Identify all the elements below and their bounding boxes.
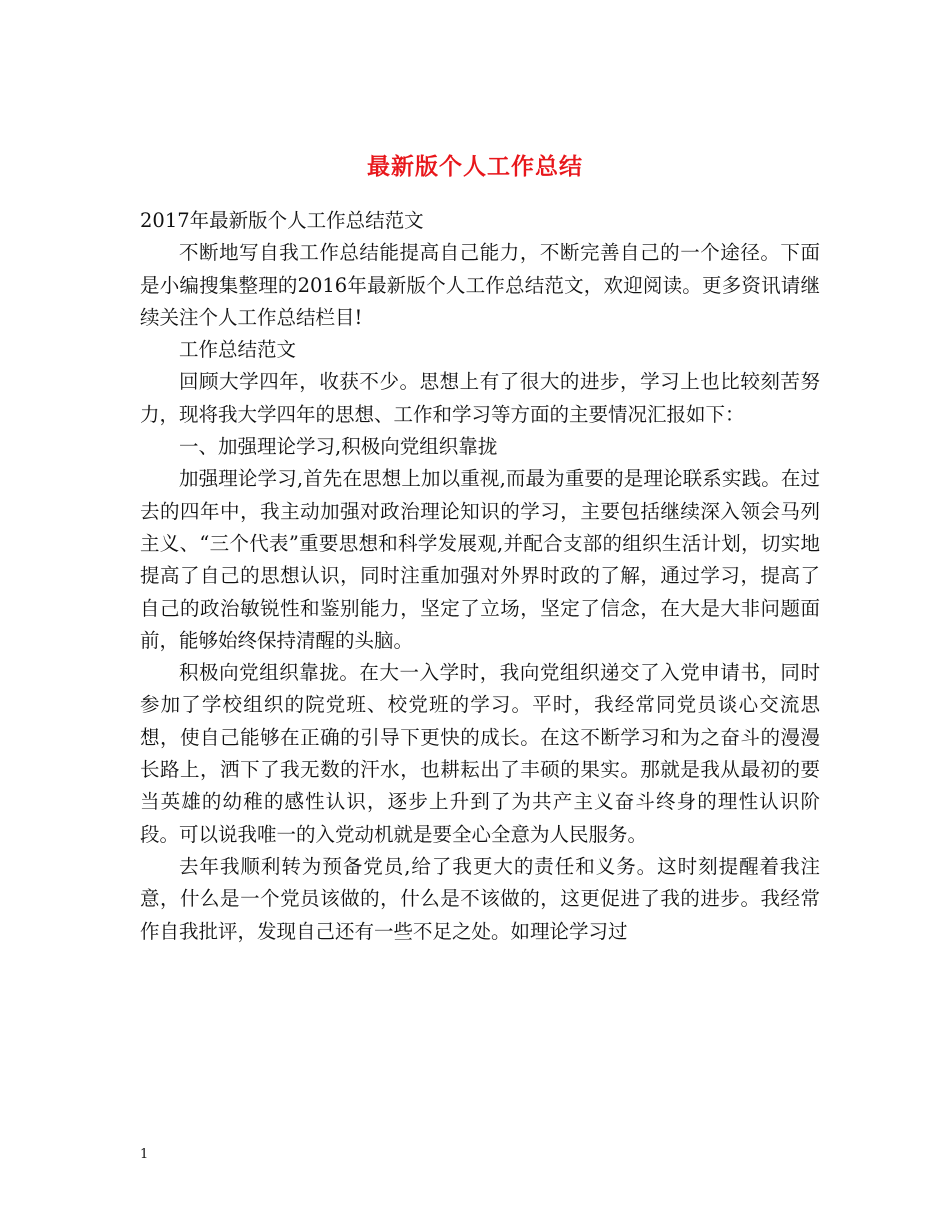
page-number: 1 xyxy=(140,1147,149,1162)
section-heading-one: 一、加强理论学习,积极向党组织靠拢 xyxy=(179,435,498,459)
document-subtitle: 2017年最新版个人工作总结范文 xyxy=(140,209,424,232)
paragraph-party: 积极向党组织靠拢。在大一入学时，我向党组织递交了入党申请书，同时参加了学校组织的院党班、校党班的学习。平时，我经常同党员谈心交流思想，使自己能够在正确的引导下更快的成长。在这不断学习和为之奋斗的漫漫长路上，洒下了我无数的汗水，也耕耘出了丰硕的果实。那就是我从最初的要当英雄的幼稚的感性认识，逐步上升到了为共产主义奋斗终身的理性认识阶段。可以说我唯一的入党动机就是要全心全意为人民服务。 xyxy=(140,661,820,846)
paragraph-intro: 不断地写自我工作总结能提高自己能力，不断完善自己的一个途径。下面是小编搜集整理的2016年最新版个人工作总结范文，欢迎阅读。更多资讯请继续关注个人工作总结栏目! xyxy=(140,241,820,329)
section-heading: 工作总结范文 xyxy=(179,338,297,362)
document-title: 最新版个人工作总结 xyxy=(367,153,583,181)
paragraph-theory: 加强理论学习,首先在思想上加以重视,而最为重要的是理论联系实践。在过去的四年中，我主动加强对政治理论知识的学习，主要包括继续深入领会马列主义、“三个代表”重要思想和科学发展观,并配合支部的组织生活计划，切实地提高了自己的思想认识，同时注重加强对外界时政的了解，通过学习，提高了自己的政治敏锐性和鉴别能力，坚定了立场，坚定了信念，在大是大非问题面前，能够始终保持清醒的头脑。 xyxy=(140,467,820,652)
paragraph-review: 回顾大学四年，收获不少。思想上有了很大的进步，学习上也比较刻苦努力，现将我大学四年的思想、工作和学习等方面的主要情况汇报如下： xyxy=(140,370,820,426)
document-body xyxy=(140,205,820,948)
paragraph-member: 去年我顺利转为预备党员,给了我更大的责任和义务。这时刻提醒着我注意，什么是一个党员该做的，什么是不该做的，这更促进了我的进步。我经常作自我批评，发现自己还有一些不足之处。如理论学习过 xyxy=(140,854,820,943)
